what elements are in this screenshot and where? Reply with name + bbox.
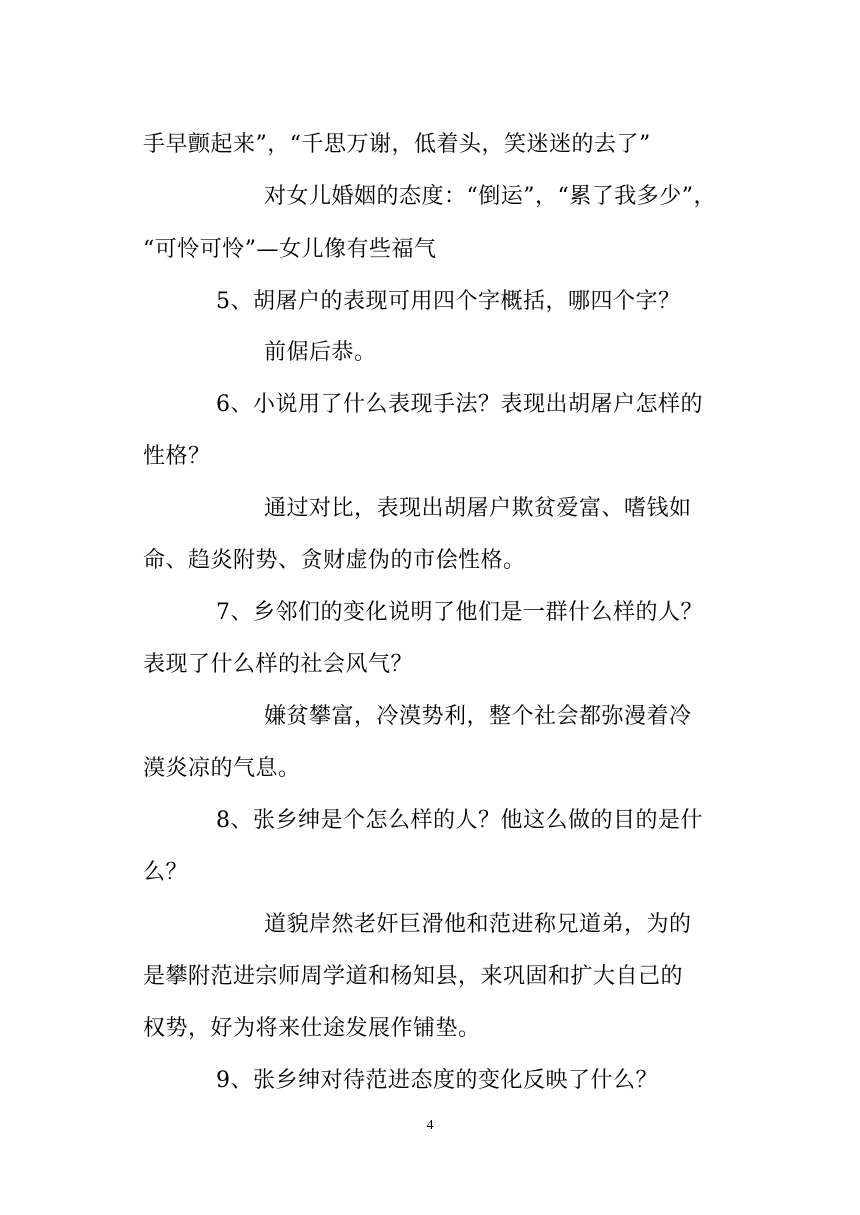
question-line: 8、张乡绅是个怎么样的人？他这么做的目的是什: [216, 808, 703, 833]
answer-line: 前倨后恭。: [264, 340, 377, 365]
text-line: 手早颤起来”，“千思万谢，低着头，笑迷迷的去了”: [143, 132, 651, 157]
question-line: 么？: [143, 860, 189, 885]
question-line: 5、胡屠户的表现可用四个字概括，哪四个字？: [216, 289, 681, 314]
answer-line: 通过对比，表现出胡屠户欺贫爱富、嗜钱如: [264, 496, 692, 521]
answer-line: 是攀附范进宗师周学道和杨知县，来巩固和扩大自己的: [143, 964, 684, 989]
answer-line: 命、趋炎附势、贪财虚伪的市侩性格。: [143, 548, 526, 573]
question-line: 9、张乡绅对待范进态度的变化反映了什么？: [216, 1068, 658, 1093]
answer-line: 嫌贫攀富，冷漠势利，整个社会都弥漫着冷: [264, 704, 692, 729]
question-line: 6、小说用了什么表现手法？表现出胡屠户怎样的: [216, 392, 703, 417]
answer-line: 道貌岸然老奸巨滑他和范进称兄道弟，为的: [264, 912, 692, 937]
page-number: 4: [426, 1118, 434, 1133]
question-line: 性格？: [143, 444, 211, 469]
answer-line: 漠炎凉的气息。: [143, 756, 301, 781]
question-line: 表现了什么样的社会风气？: [143, 652, 414, 677]
question-line: 7、乡邻们的变化说明了他们是一群什么样的人？: [216, 600, 703, 625]
answer-line: “可怜可怜”—女儿像有些福气: [143, 237, 437, 262]
answer-line: 权势，好为将来仕途发展作铺垫。: [143, 1016, 481, 1041]
answer-line: 对女儿婚姻的态度：“倒运”，“累了我多少”，: [264, 184, 716, 209]
